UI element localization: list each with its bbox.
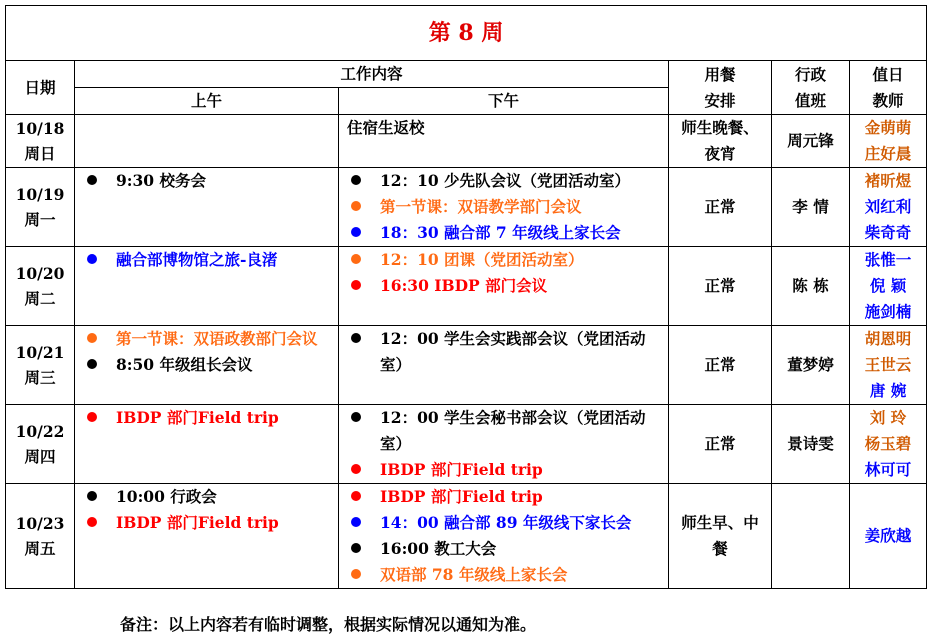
bullet-icon — [351, 491, 361, 501]
schedule-item-text: 12：10 少先队会议（党团活动室） — [380, 171, 631, 190]
pm-cell — [339, 115, 669, 168]
schedule-item — [339, 562, 668, 588]
schedule-item — [339, 405, 668, 457]
am-cell-list — [75, 326, 338, 378]
schedule-item-text: 12：00 学生会秘书部会议（党团活动室） — [380, 408, 646, 453]
schedule-item — [75, 484, 338, 510]
bullet-icon — [87, 412, 97, 422]
duty-teacher-name: 唐 婉 — [869, 381, 907, 400]
am-cell-list — [75, 168, 338, 194]
bullet-icon — [351, 201, 361, 211]
admin-duty-cell: 陈 栋 — [772, 247, 850, 326]
am-cell — [75, 247, 339, 326]
schedule-item — [339, 168, 668, 194]
meal-cell: 师生早、中餐 — [669, 484, 772, 589]
schedule-item-text: IBDP 部门Field trip — [380, 460, 543, 479]
bullet-icon — [351, 280, 361, 290]
duty-teacher-name: 庄好晨 — [864, 144, 912, 163]
duty-teacher-name: 张惟一 — [864, 250, 912, 269]
admin-duty-cell: 景诗雯 — [772, 405, 850, 484]
schedule-item — [339, 484, 668, 510]
pm-cell-list — [339, 247, 668, 299]
duty-teacher-cell — [850, 326, 927, 405]
schedule-item-text: 12：10 团课（党团活动室） — [380, 250, 584, 269]
schedule-item — [339, 457, 668, 483]
admin-duty-cell: 李 情 — [772, 168, 850, 247]
bullet-icon — [351, 517, 361, 527]
header-teacher — [850, 61, 927, 115]
schedule-item — [339, 326, 668, 378]
duty-teacher-name: 刘红利 — [864, 197, 912, 216]
schedule-item-text: 16:00 教工大会 — [380, 539, 497, 558]
header-am: 上午 — [75, 88, 339, 115]
pm-cell — [339, 326, 669, 405]
schedule-item — [75, 405, 338, 431]
am-cell — [75, 168, 339, 247]
header-admin-line1: 行政 — [794, 64, 826, 84]
day-row — [6, 326, 927, 405]
day-row — [6, 484, 927, 589]
header-date: 日期 — [6, 61, 75, 115]
date-text: 10/21 — [15, 343, 65, 362]
schedule-item-text: 10:00 行政会 — [116, 487, 217, 506]
duty-teacher-name: 施剑楠 — [864, 302, 912, 321]
bullet-icon — [351, 569, 361, 579]
weekday-text: 周三 — [24, 368, 56, 387]
admin-duty-cell: 董梦婷 — [772, 326, 850, 405]
date-cell — [6, 405, 75, 484]
date-text: 10/22 — [15, 422, 65, 441]
schedule-item-text: 14：00 融合部 89 年级线下家长会 — [380, 513, 632, 532]
pm-cell-list — [339, 484, 668, 588]
date-text: 10/19 — [15, 185, 65, 204]
header-work-content: 工作内容 — [75, 61, 669, 88]
meal-cell: 正常 — [669, 405, 772, 484]
schedule-item — [339, 194, 668, 220]
meal-cell: 师生晚餐、夜宵 — [669, 115, 772, 168]
duty-teacher-name: 杨玉碧 — [864, 434, 912, 453]
schedule-item-text: 第一节课：双语教学部门会议 — [380, 197, 582, 216]
am-cell — [75, 484, 339, 589]
schedule-item-text: IBDP 部门Field trip — [380, 487, 543, 506]
weekday-text: 周五 — [24, 539, 56, 558]
bullet-icon — [351, 254, 361, 264]
weekly-schedule-table — [5, 5, 927, 589]
schedule-item — [75, 352, 338, 378]
schedule-item-text: 第一节课：双语政教部门会议 — [116, 329, 318, 348]
bullet-icon — [351, 175, 361, 185]
duty-teacher-name: 王世云 — [864, 355, 912, 374]
schedule-item — [75, 326, 338, 352]
schedule-item — [339, 220, 668, 246]
bullet-icon — [87, 517, 97, 527]
schedule-item — [75, 168, 338, 194]
day-row — [6, 247, 927, 326]
pm-cell-list — [339, 405, 668, 483]
date-text: 10/20 — [15, 264, 65, 283]
duty-teacher-name: 林可可 — [864, 460, 912, 479]
duty-teacher-name: 金萌萌 — [864, 118, 912, 137]
am-cell-list — [75, 247, 338, 273]
date-text: 10/18 — [15, 119, 65, 138]
header-meal-line1: 用餐 — [704, 64, 736, 84]
date-text: 10/23 — [15, 514, 65, 533]
pm-cell — [339, 484, 669, 589]
bullet-icon — [351, 412, 361, 422]
bullet-icon — [87, 254, 97, 264]
duty-teacher-name: 柴奇奇 — [864, 223, 912, 242]
schedule-item-text: IBDP 部门Field trip — [116, 513, 279, 532]
day-row — [6, 115, 927, 168]
meal-cell: 正常 — [669, 168, 772, 247]
weekday-text: 周四 — [24, 447, 56, 466]
header-admin — [772, 61, 850, 115]
schedule-item-text: 12：00 学生会实践部会议（党团活动室） — [380, 329, 646, 374]
am-cell-list — [75, 484, 338, 536]
duty-teacher-cell — [850, 115, 927, 168]
date-cell — [6, 168, 75, 247]
bullet-icon — [351, 464, 361, 474]
day-row — [6, 168, 927, 247]
footer-note: 备注：以上内容若有临时调整，根据实际情况以通知为准。 — [120, 615, 537, 634]
bullet-icon — [87, 333, 97, 343]
schedule-item-text: 18：30 融合部 7 年级线上家长会 — [380, 223, 621, 242]
schedule-item — [339, 536, 668, 562]
weekday-text: 周一 — [24, 210, 56, 229]
am-cell-list — [75, 405, 338, 431]
duty-teacher-name: 褚昕煜 — [864, 171, 912, 190]
duty-teacher-cell — [850, 168, 927, 247]
duty-teacher-cell — [850, 405, 927, 484]
schedule-item — [339, 510, 668, 536]
duty-teacher-cell — [850, 247, 927, 326]
schedule-item-text: 9:30 校务会 — [116, 171, 206, 190]
date-cell — [6, 247, 75, 326]
date-cell — [6, 326, 75, 405]
header-meal — [669, 61, 772, 115]
bullet-icon — [351, 543, 361, 553]
day-rows — [6, 115, 927, 589]
schedule-item-text: 8:50 年级组长会议 — [116, 355, 253, 374]
schedule-item-text: 双语部 78 年级线上家长会 — [380, 565, 568, 584]
meal-cell: 正常 — [669, 326, 772, 405]
header-teacher-line2: 教师 — [872, 90, 904, 110]
day-row — [6, 405, 927, 484]
duty-teacher-name: 倪 颖 — [869, 276, 907, 295]
pm-cell — [339, 168, 669, 247]
schedule-item — [75, 510, 338, 536]
header-teacher-line1: 值日 — [872, 64, 904, 84]
schedule-item-text: 16:30 IBDP 部门会议 — [380, 276, 548, 295]
header-admin-line2: 值班 — [794, 90, 826, 110]
bullet-icon — [351, 227, 361, 237]
admin-duty-cell — [772, 484, 850, 589]
am-cell — [75, 326, 339, 405]
schedule-item — [339, 247, 668, 273]
weekday-text: 周日 — [24, 144, 56, 163]
pm-cell — [339, 247, 669, 326]
schedule-item — [339, 273, 668, 299]
meal-cell: 正常 — [669, 247, 772, 326]
pm-cell-list — [339, 168, 668, 246]
pm-plain-text: 住宿生返校 — [347, 118, 425, 137]
schedule-item-text: 融合部博物馆之旅-良渚 — [116, 250, 278, 269]
pm-cell-list — [339, 326, 668, 378]
schedule-item — [75, 247, 338, 273]
schedule-item-text: IBDP 部门Field trip — [116, 408, 279, 427]
bullet-icon — [87, 491, 97, 501]
pm-cell — [339, 405, 669, 484]
bullet-icon — [87, 359, 97, 369]
week-title: 第 8 周 — [6, 6, 927, 61]
header-meal-line2: 安排 — [704, 90, 736, 110]
date-cell — [6, 484, 75, 589]
admin-duty-cell: 周元锋 — [772, 115, 850, 168]
bullet-icon — [351, 333, 361, 343]
duty-teacher-name: 刘 玲 — [869, 408, 907, 427]
am-cell — [75, 405, 339, 484]
duty-teacher-name: 胡恩明 — [864, 329, 912, 348]
date-cell — [6, 115, 75, 168]
bullet-icon — [87, 175, 97, 185]
weekday-text: 周二 — [24, 289, 56, 308]
duty-teacher-cell — [850, 484, 927, 589]
header-pm: 下午 — [339, 88, 669, 115]
am-cell — [75, 115, 339, 168]
duty-teacher-name: 姜欣越 — [864, 526, 912, 545]
